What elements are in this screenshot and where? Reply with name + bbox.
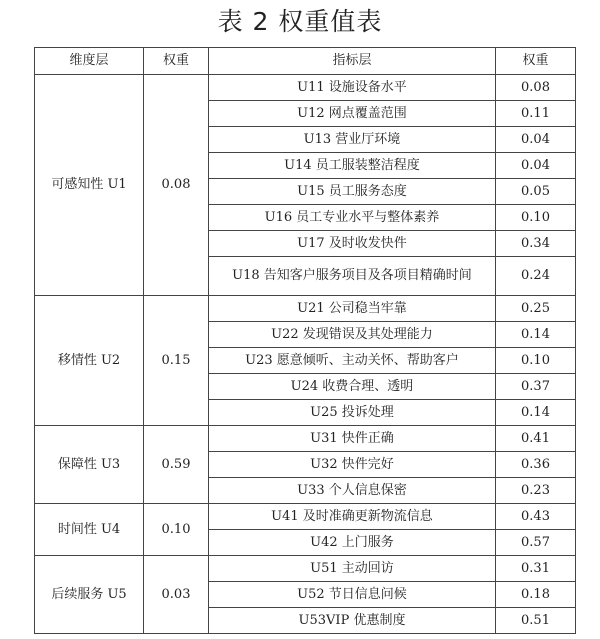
indicator-weight: 0.43 bbox=[496, 504, 576, 530]
dimension-weight: 0.15 bbox=[144, 296, 209, 426]
indicator-name: U52 节日信息问候 bbox=[209, 582, 496, 608]
indicator-weight: 0.04 bbox=[496, 153, 576, 179]
table-row bbox=[35, 296, 576, 322]
indicator-weight: 0.14 bbox=[496, 400, 576, 426]
indicator-name: U16 员工专业水平与整体素养 bbox=[209, 205, 496, 231]
indicator-name: U51 主动回访 bbox=[209, 556, 496, 582]
indicator-name: U14 员工服装整洁程度 bbox=[209, 153, 496, 179]
indicator-name: U33 个人信息保密 bbox=[209, 478, 496, 504]
indicator-weight: 0.24 bbox=[496, 257, 576, 296]
dimension-weight: 0.03 bbox=[144, 556, 209, 634]
indicator-weight: 0.41 bbox=[496, 426, 576, 452]
indicator-weight: 0.37 bbox=[496, 374, 576, 400]
indicator-weight: 0.51 bbox=[496, 608, 576, 634]
table-header-row bbox=[35, 48, 576, 75]
indicator-weight: 0.11 bbox=[496, 101, 576, 127]
table-row bbox=[35, 556, 576, 582]
dimension-weight: 0.59 bbox=[144, 426, 209, 504]
indicator-name: U17 及时收发快件 bbox=[209, 231, 496, 257]
dimension-weight: 0.10 bbox=[144, 504, 209, 556]
dimension-name: 后续服务 U5 bbox=[35, 556, 144, 634]
page-title: 表 2 权重值表 bbox=[217, 7, 383, 36]
indicator-weight: 0.25 bbox=[496, 296, 576, 322]
indicator-name: U15 员工服务态度 bbox=[209, 179, 496, 205]
weight-table bbox=[34, 47, 576, 634]
indicator-weight: 0.18 bbox=[496, 582, 576, 608]
indicator-name: U25 投诉处理 bbox=[209, 400, 496, 426]
dimension-name: 移情性 U2 bbox=[35, 296, 144, 426]
indicator-weight: 0.08 bbox=[496, 75, 576, 101]
indicator-name: U32 快件完好 bbox=[209, 452, 496, 478]
indicator-name: U41 及时准确更新物流信息 bbox=[209, 504, 496, 530]
dimension-weight: 0.08 bbox=[144, 75, 209, 296]
indicator-weight: 0.23 bbox=[496, 478, 576, 504]
dimension-name: 时间性 U4 bbox=[35, 504, 144, 556]
indicator-name: U22 发现错误及其处理能力 bbox=[209, 322, 496, 348]
dimension-name: 保障性 U3 bbox=[35, 426, 144, 504]
indicator-name: U42 上门服务 bbox=[209, 530, 496, 556]
indicator-weight: 0.05 bbox=[496, 179, 576, 205]
table-row bbox=[35, 75, 576, 101]
table-row bbox=[35, 426, 576, 452]
dimension-name: 可感知性 U1 bbox=[35, 75, 144, 296]
header-dimension-weight: 权重 bbox=[144, 48, 209, 75]
indicator-name: U13 营业厅环境 bbox=[209, 127, 496, 153]
header-dimension-layer: 维度层 bbox=[35, 48, 144, 75]
indicator-weight: 0.04 bbox=[496, 127, 576, 153]
table-row bbox=[35, 504, 576, 530]
indicator-name: U12 网点覆盖范围 bbox=[209, 101, 496, 127]
indicator-name: U24 收费合理、透明 bbox=[209, 374, 496, 400]
indicator-name: U53VIP 优惠制度 bbox=[209, 608, 496, 634]
indicator-weight: 0.14 bbox=[496, 322, 576, 348]
indicator-name: U21 公司稳当牢靠 bbox=[209, 296, 496, 322]
indicator-weight: 0.36 bbox=[496, 452, 576, 478]
header-indicator-layer: 指标层 bbox=[209, 48, 496, 75]
indicator-weight: 0.31 bbox=[496, 556, 576, 582]
header-indicator-weight: 权重 bbox=[496, 48, 576, 75]
indicator-name: U11 设施设备水平 bbox=[209, 75, 496, 101]
indicator-weight: 0.34 bbox=[496, 231, 576, 257]
indicator-weight: 0.10 bbox=[496, 348, 576, 374]
indicator-name: U18 告知客户服务项目及各项目精确时间 bbox=[209, 257, 496, 296]
indicator-name: U23 愿意倾听、主动关怀、帮助客户 bbox=[209, 348, 496, 374]
indicator-weight: 0.10 bbox=[496, 205, 576, 231]
indicator-name: U31 快件正确 bbox=[209, 426, 496, 452]
indicator-weight: 0.57 bbox=[496, 530, 576, 556]
